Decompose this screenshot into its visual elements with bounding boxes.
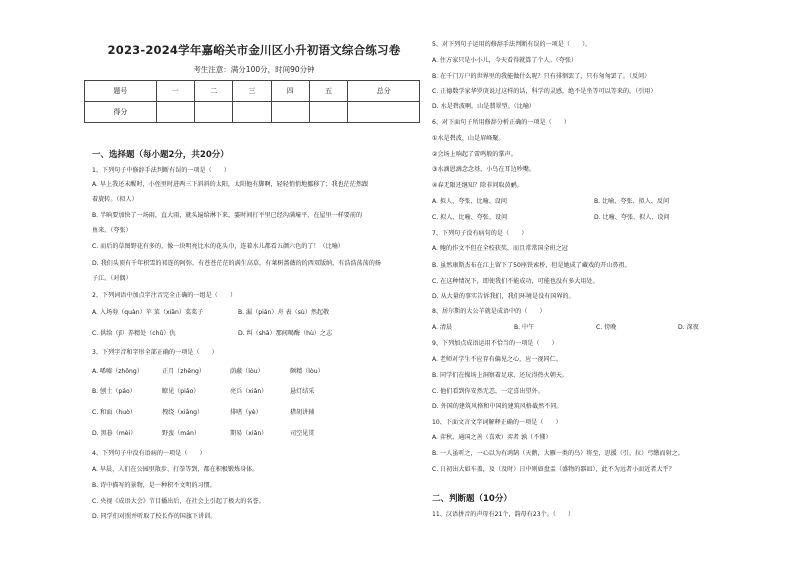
exam-notice: 考生注意：满分100分，时间90分钟 [193, 65, 315, 74]
option-line: C. 而后的草图野花有多的，像一块明亮比水的花头巾，连着水儿都看五颜六色的了！（比喻） [92, 243, 344, 250]
option-line: A. 早晨，人们在公园里散步、打拳等到，都在积极锻炼身体。 [92, 466, 259, 473]
question-stem: 6、对下面句子所用修辞分析正确的一项是（ ） [432, 119, 570, 126]
option-line: B. 漏（pián）舟 表（sù）然起敬 [238, 309, 330, 316]
option-line: B. 诗中描写的景物，是一种积不文明的习惯。 [92, 482, 216, 489]
option-line: C. 供给（jǐ）养精处（chǔ）仇 [92, 330, 176, 337]
question-stem: 11、汉语拼音的声母有21个，韵母有23个。（ ） [432, 511, 575, 518]
option-line: B. 比喻、夸张、拟人、反问 [594, 198, 670, 205]
option-line: D. 纠（shā）那间喝酶（hù）之志 [238, 330, 333, 337]
score-table [84, 80, 420, 123]
option-line: A. 老师对学生不应存有偏见之心，应一视同仁。 [432, 356, 562, 363]
question-stem: 2、下列词语中加点字注音完全正确的一组是（ ） [92, 292, 237, 299]
question-stem: 8、居尔斯的大公羊就是成语中的（ ） [432, 308, 546, 315]
score-cell: 三 [233, 81, 271, 102]
score-table-header-row [85, 81, 420, 102]
score-input-cell[interactable] [156, 102, 194, 123]
score-cell: 得分 [85, 102, 157, 123]
option-cell: 颇精（lòu） [290, 368, 324, 375]
option-line: B. 一人虽听之，一心以为有鸿鹄（天鹅，大雁一类的鸟）将至，思援（引，拉）弓缴而射之。 [432, 450, 684, 457]
option-line: A. 早上我还未醒时，小侄里时进两三下斜斜的太阳，太阳他有脚啊，轻轻悄悄地挪移了；我也茫茫然跟 [92, 181, 369, 188]
option-line: C. 正德数学家华罗庚说过这样的话，科学的灵感，绝不是坐等可以等来的。（引用） [432, 88, 657, 95]
option-line: D. 水是碧波啊，山是翡翠型。（比喻） [432, 103, 536, 110]
score-input-cell[interactable] [348, 102, 420, 123]
score-cell: 题号 [85, 81, 157, 102]
option-line: D. 从大量的事实告诉我们，我们环境是没有国界的。 [432, 293, 575, 300]
option-line: B. 在千门万户的世界里的我能做什么呢？只有徘徊罢了，只有匆匆罢了。（反问） [432, 73, 651, 80]
option-line: B. 中午 [514, 324, 535, 331]
question-stem: 9、下列加点成语运用不恰当的一项是（ ） [432, 340, 558, 347]
section-heading-judgment: 二、判断题（10分） [432, 494, 512, 504]
option-line: 子江。（对偶） [92, 275, 132, 282]
option-line: 鱼来。（夸张） [92, 227, 132, 234]
option-line: B. 半晌要加快了一场雨，直大雨，就头遍给淋下来，霎时间打平里已经沟满壕平，在屋里一样要前的 [92, 212, 363, 219]
option-cell: 司空见贯 [290, 430, 315, 437]
option-line: A. 住方家只是小小儿，今天看得就算了个人。（夸张） [432, 57, 578, 64]
score-cell: 四 [271, 81, 309, 102]
option-line: D. 深夜 [678, 324, 699, 331]
option-cell: 正月（zhēng） [162, 368, 205, 375]
option-line: D. 我们头顶有千年积雪的祁连的阿弥，有苍苍茫茫的满生高草，有莱树蔷薇的的西双版纳，有浩浩荡荡的扬 [92, 260, 381, 267]
option-cell: A. 唏嘘（zhōng） [92, 368, 143, 375]
option-line: C. 傍晚 [596, 324, 617, 331]
option-line: A. 弈秋，通国之善（喜欢）弈者 孰（不懂） [432, 434, 552, 441]
option-cell: 悬灯结采 [290, 388, 315, 395]
option-cell: 排嗜（yè） [230, 409, 262, 416]
sentence-line: ②会场上响起了雷鸣般的掌声。 [432, 151, 517, 158]
exam-title: 2023-2024学年嘉峪关市金川区小升初语文综合练习卷 [107, 43, 401, 57]
option-cell: D. 黑暮（mèi） [92, 430, 137, 437]
option-line: D. 外国的建筑风格和中国的建筑风格截然不同。 [432, 403, 563, 410]
question-stem: 5、对下列句子运用的修辞手法判断有误的一项是（ ）。 [432, 41, 592, 48]
question-stem: 3、下列字音和字形全部正确的一项是（ ） [92, 349, 218, 356]
question-stem: 7、下列句子没有病句的是（ ） [432, 230, 528, 237]
score-cell: 二 [195, 81, 233, 102]
option-cell: 拽绕（xiāng） [162, 409, 204, 416]
option-cell: 期易（xiǎn） [230, 430, 268, 437]
option-line: A. 清晨 [432, 324, 453, 331]
option-cell: C. 和面（huò） [92, 409, 136, 416]
score-table-score-row [85, 102, 420, 123]
sentence-line: ③水滴恩滴念念基，小鸟在耳边吵嘴。 [432, 166, 535, 173]
option-cell: 亮兵（xiǎn） [230, 388, 268, 395]
option-line: C. 拟人、比喻、夸张、设问 [432, 214, 508, 221]
option-line: D. 比喻、夸张、拟人、设问 [594, 214, 670, 221]
score-cell: 总分 [348, 81, 420, 102]
question-stem: 1、下列句子中修辞手法判断有误的一项是（ ） [92, 167, 230, 174]
sentence-line: ④春无限还继知？除非问取黄鹂。 [432, 182, 523, 189]
question-stem: 10、下面文言文字词解释正确的一项是（ ） [432, 419, 562, 426]
sentence-line: ①水是碧波，山是眉峰聚。 [432, 135, 505, 142]
question-stem: 4、下列句子中没有语病的一项是（ ） [92, 450, 206, 457]
section-heading-choice: 一、选择题（每小题2分，共20分） [92, 150, 229, 160]
option-line: 着旋转。（拟人） [92, 196, 138, 203]
option-line: D. 同学们对照并听取了校长作的国旗下讲训。 [92, 513, 217, 520]
score-input-cell[interactable] [309, 102, 347, 123]
score-input-cell[interactable] [195, 102, 233, 123]
score-cell: 五 [309, 81, 347, 102]
option-line: C. 他们看到你安然无恙，一定喜出望外。 [432, 388, 544, 395]
option-line: B. 同学们在操场上洞察着足球，还玩得热火朝天。 [432, 372, 569, 379]
option-line: A. 拟人、夸张、比喻、设问 [432, 198, 507, 205]
score-cell: 一 [156, 81, 194, 102]
option-cell: 瞭见（piǎo） [162, 388, 200, 395]
option-cell: 野蛮（mán） [162, 430, 200, 437]
score-input-cell[interactable] [271, 102, 309, 123]
option-line: C. 日初出大如车盖，及（及时）日中则如盘盂（盛物的器皿），此不为远者小而近者大乎？ [432, 466, 675, 473]
score-input-cell[interactable] [233, 102, 271, 123]
option-line: B. 虽然康斯杰布在江上留下了50座铁索桥，但是她成了藏戏的开山鼻祖。 [432, 262, 631, 269]
option-cell: 荫蔽（lòu） [230, 368, 264, 375]
option-line: A. 入场券（quàn）苹 菜（xiān）菜菜子 [92, 309, 204, 316]
option-line: C. 在这种情况下，即使我们不能成功，可能也没有多大用处。 [432, 278, 599, 285]
option-cell: 猎胡讲辅 [290, 409, 315, 416]
option-line: A. 鲍的作文不但在全校获奖，而且常常国全班之冠 [432, 245, 568, 252]
option-line: C. 央视《成语大会》节目播出后，在社会上引起了极大的名誉。 [92, 498, 265, 505]
option-cell: B. 刨土（páo） [92, 388, 136, 395]
